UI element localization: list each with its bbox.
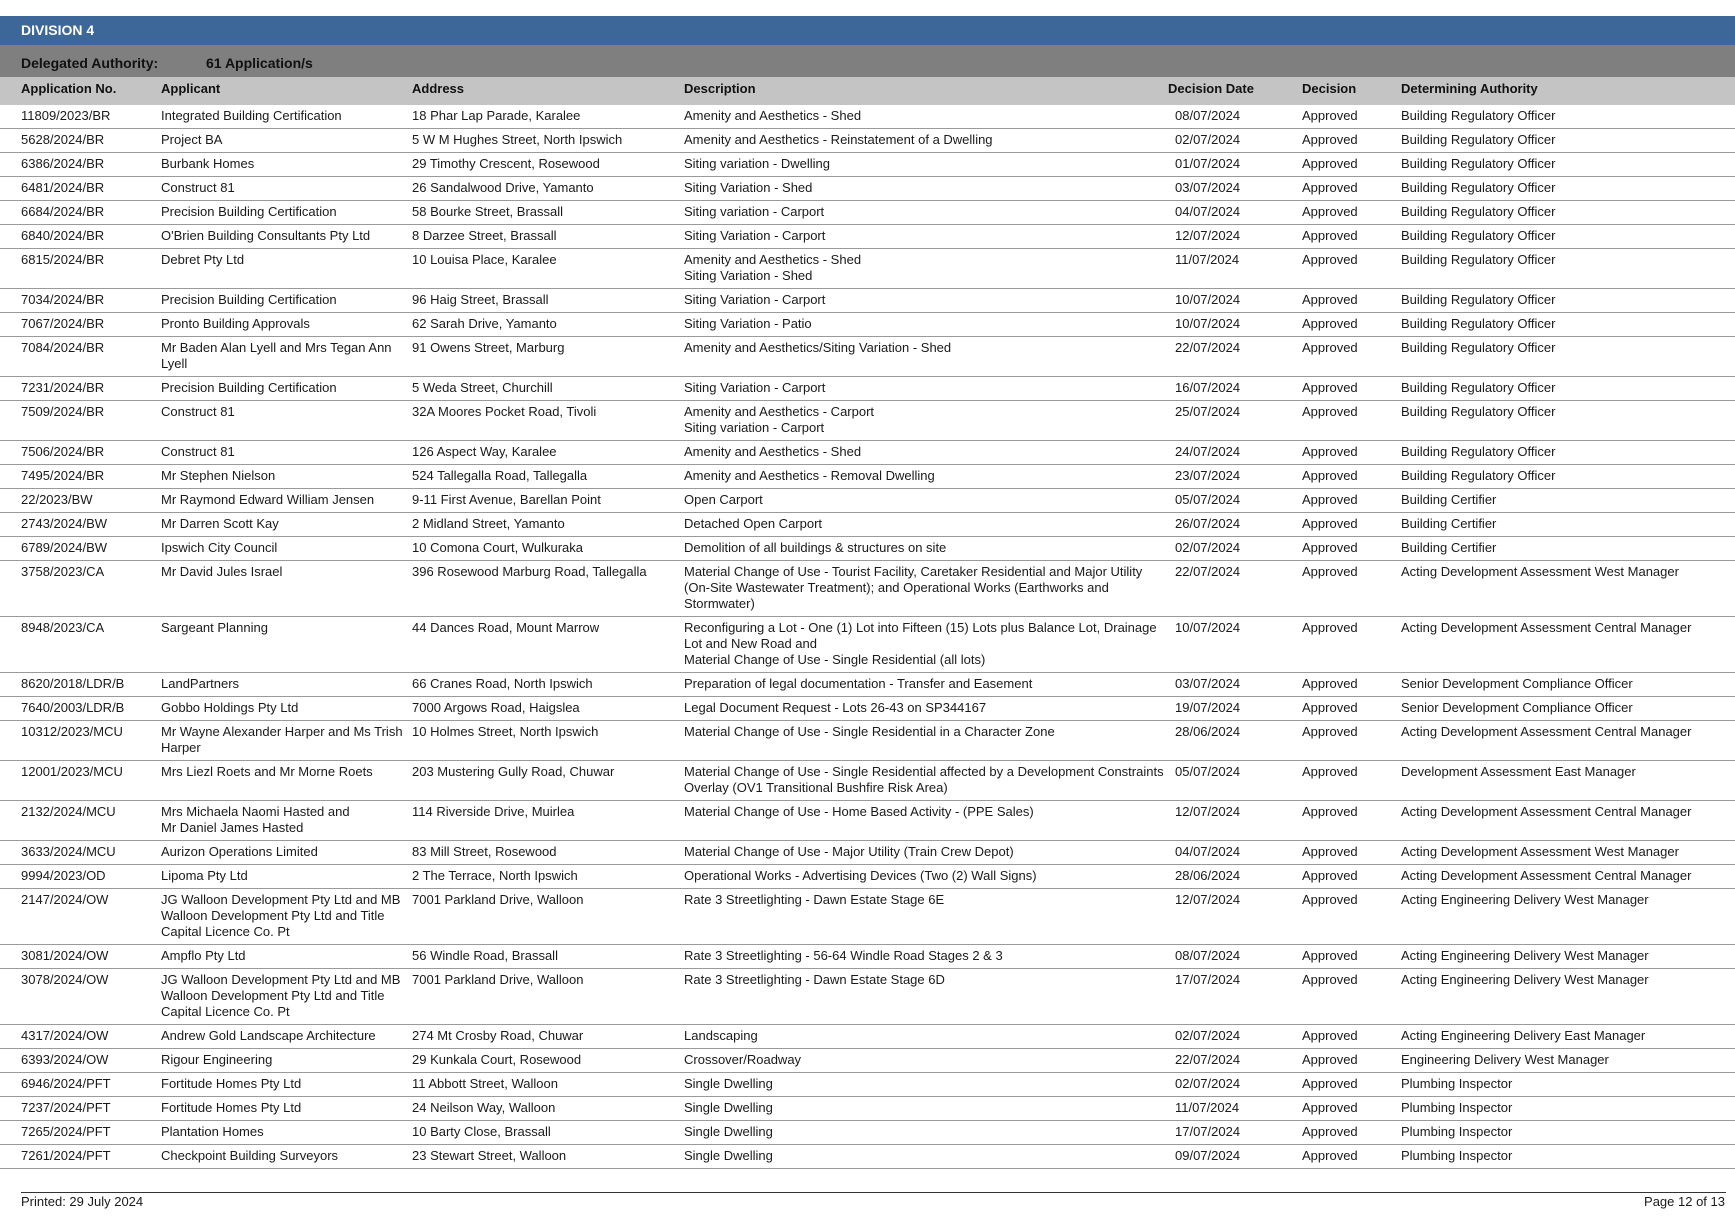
cell-decision-date: 28/06/2024 <box>1168 721 1302 761</box>
cell-address: 7001 Parkland Drive, Walloon <box>412 889 684 945</box>
cell-applicant: Ipswich City Council <box>161 537 412 561</box>
cell-address: 18 Phar Lap Parade, Karalee <box>412 105 684 129</box>
cell-decision: Approved <box>1302 697 1401 721</box>
table-row <box>0 465 1735 489</box>
table-row <box>0 289 1735 313</box>
cell-determining-authority: Plumbing Inspector <box>1401 1097 1735 1121</box>
cell-decision-date: 16/07/2024 <box>1168 377 1302 401</box>
cell-application-no: 11809/2023/BR <box>0 105 161 129</box>
table-row <box>0 401 1735 441</box>
cell-applicant: Aurizon Operations Limited <box>161 841 412 865</box>
cell-determining-authority: Building Regulatory Officer <box>1401 401 1735 441</box>
cell-address: 9-11 First Avenue, Barellan Point <box>412 489 684 513</box>
cell-description: Crossover/Roadway <box>684 1049 1168 1073</box>
cell-applicant: Construct 81 <box>161 441 412 465</box>
table-row <box>0 489 1735 513</box>
cell-decision: Approved <box>1302 761 1401 801</box>
cell-determining-authority: Acting Engineering Delivery West Manager <box>1401 889 1735 945</box>
cell-applicant: JG Walloon Development Pty Ltd and MB Walloon Development Pty Ltd and Title Capital Licence Co. Pt <box>161 969 412 1025</box>
cell-applicant: Mr Raymond Edward William Jensen <box>161 489 412 513</box>
cell-decision: Approved <box>1302 177 1401 201</box>
cell-application-no: 2132/2024/MCU <box>0 801 161 841</box>
cell-description: Rate 3 Streetlighting - Dawn Estate Stage 6E <box>684 889 1168 945</box>
cell-application-no: 8948/2023/CA <box>0 617 161 673</box>
col-header-address: Address <box>412 77 684 105</box>
cell-description: Siting Variation - Patio <box>684 313 1168 337</box>
cell-decision-date: 22/07/2024 <box>1168 337 1302 377</box>
cell-determining-authority: Building Regulatory Officer <box>1401 201 1735 225</box>
cell-determining-authority: Acting Engineering Delivery West Manager <box>1401 969 1735 1025</box>
cell-description: Material Change of Use - Single Residential in a Character Zone <box>684 721 1168 761</box>
cell-decision-date: 12/07/2024 <box>1168 225 1302 249</box>
cell-decision: Approved <box>1302 865 1401 889</box>
page-number: Page 12 of 13 <box>1644 1194 1725 1209</box>
cell-description: Siting Variation - Carport <box>684 289 1168 313</box>
footer-divider <box>21 1192 1726 1193</box>
cell-application-no: 6946/2024/PFT <box>0 1073 161 1097</box>
cell-application-no: 2147/2024/OW <box>0 889 161 945</box>
table-row <box>0 377 1735 401</box>
cell-address: 7001 Parkland Drive, Walloon <box>412 969 684 1025</box>
cell-determining-authority: Building Regulatory Officer <box>1401 153 1735 177</box>
cell-application-no: 6393/2024/OW <box>0 1049 161 1073</box>
cell-decision-date: 22/07/2024 <box>1168 561 1302 617</box>
table-row <box>0 249 1735 289</box>
cell-address: 56 Windle Road, Brassall <box>412 945 684 969</box>
table-row <box>0 1097 1735 1121</box>
cell-applicant: O'Brien Building Consultants Pty Ltd <box>161 225 412 249</box>
cell-application-no: 7237/2024/PFT <box>0 1097 161 1121</box>
cell-application-no: 6815/2024/BR <box>0 249 161 289</box>
cell-determining-authority: Acting Development Assessment Central Manager <box>1401 865 1735 889</box>
cell-application-no: 22/2023/BW <box>0 489 161 513</box>
cell-determining-authority: Building Regulatory Officer <box>1401 289 1735 313</box>
cell-description: Legal Document Request - Lots 26-43 on SP344167 <box>684 697 1168 721</box>
application-count: 61 Application/s <box>206 55 313 71</box>
cell-description: Material Change of Use - Single Residential affected by a Development Constraints Overlay (OV1 Transitional Bushfire Risk Area) <box>684 761 1168 801</box>
cell-address: 5 W M Hughes Street, North Ipswich <box>412 129 684 153</box>
cell-decision: Approved <box>1302 841 1401 865</box>
cell-applicant: Burbank Homes <box>161 153 412 177</box>
table-row <box>0 1073 1735 1097</box>
cell-applicant: Sargeant Planning <box>161 617 412 673</box>
cell-description: Siting variation - Dwelling <box>684 153 1168 177</box>
table-header-row <box>0 77 1735 105</box>
cell-description: Siting Variation - Carport <box>684 377 1168 401</box>
cell-application-no: 12001/2023/MCU <box>0 761 161 801</box>
cell-decision: Approved <box>1302 1049 1401 1073</box>
cell-determining-authority: Plumbing Inspector <box>1401 1145 1735 1169</box>
cell-applicant: Gobbo Holdings Pty Ltd <box>161 697 412 721</box>
cell-decision: Approved <box>1302 465 1401 489</box>
cell-address: 524 Tallegalla Road, Tallegalla <box>412 465 684 489</box>
cell-determining-authority: Building Regulatory Officer <box>1401 465 1735 489</box>
table-row <box>0 841 1735 865</box>
cell-determining-authority: Building Certifier <box>1401 513 1735 537</box>
cell-applicant: Mr Wayne Alexander Harper and Ms Trish Harper <box>161 721 412 761</box>
table-row <box>0 337 1735 377</box>
cell-determining-authority: Building Regulatory Officer <box>1401 313 1735 337</box>
cell-application-no: 6684/2024/BR <box>0 201 161 225</box>
table-row <box>0 561 1735 617</box>
cell-application-no: 7509/2024/BR <box>0 401 161 441</box>
cell-address: 44 Dances Road, Mount Marrow <box>412 617 684 673</box>
cell-decision: Approved <box>1302 201 1401 225</box>
table-row <box>0 1049 1735 1073</box>
cell-decision-date: 17/07/2024 <box>1168 1121 1302 1145</box>
table-row <box>0 441 1735 465</box>
cell-applicant: JG Walloon Development Pty Ltd and MB Walloon Development Pty Ltd and Title Capital Licence Co. Pt <box>161 889 412 945</box>
cell-decision: Approved <box>1302 617 1401 673</box>
cell-address: 91 Owens Street, Marburg <box>412 337 684 377</box>
cell-decision-date: 12/07/2024 <box>1168 801 1302 841</box>
cell-applicant: Debret Pty Ltd <box>161 249 412 289</box>
cell-application-no: 3633/2024/MCU <box>0 841 161 865</box>
cell-application-no: 3078/2024/OW <box>0 969 161 1025</box>
cell-determining-authority: Building Regulatory Officer <box>1401 249 1735 289</box>
cell-address: 32A Moores Pocket Road, Tivoli <box>412 401 684 441</box>
cell-determining-authority: Building Regulatory Officer <box>1401 337 1735 377</box>
cell-determining-authority: Acting Development Assessment West Manager <box>1401 841 1735 865</box>
cell-decision: Approved <box>1302 153 1401 177</box>
cell-description: Rate 3 Streetlighting - 56-64 Windle Road Stages 2 & 3 <box>684 945 1168 969</box>
cell-description: Material Change of Use - Major Utility (Train Crew Depot) <box>684 841 1168 865</box>
cell-applicant: Lipoma Pty Ltd <box>161 865 412 889</box>
cell-decision: Approved <box>1302 537 1401 561</box>
cell-address: 10 Barty Close, Brassall <box>412 1121 684 1145</box>
cell-address: 2 Midland Street, Yamanto <box>412 513 684 537</box>
cell-decision-date: 28/06/2024 <box>1168 865 1302 889</box>
cell-determining-authority: Acting Development Assessment West Manager <box>1401 561 1735 617</box>
cell-decision: Approved <box>1302 337 1401 377</box>
cell-address: 62 Sarah Drive, Yamanto <box>412 313 684 337</box>
cell-applicant: Precision Building Certification <box>161 201 412 225</box>
table-row <box>0 153 1735 177</box>
cell-description: Operational Works - Advertising Devices (Two (2) Wall Signs) <box>684 865 1168 889</box>
cell-applicant: Construct 81 <box>161 401 412 441</box>
cell-application-no: 2743/2024/BW <box>0 513 161 537</box>
table-row <box>0 1121 1735 1145</box>
table-row <box>0 537 1735 561</box>
cell-decision-date: 08/07/2024 <box>1168 105 1302 129</box>
cell-determining-authority: Acting Engineering Delivery West Manager <box>1401 945 1735 969</box>
cell-address: 10 Holmes Street, North Ipswich <box>412 721 684 761</box>
table-body <box>0 105 1735 1169</box>
cell-applicant: Mr David Jules Israel <box>161 561 412 617</box>
cell-decision-date: 09/07/2024 <box>1168 1145 1302 1169</box>
cell-decision-date: 11/07/2024 <box>1168 1097 1302 1121</box>
cell-decision: Approved <box>1302 889 1401 945</box>
cell-description: Single Dwelling <box>684 1097 1168 1121</box>
cell-description: Amenity and Aesthetics - Carport Siting variation - Carport <box>684 401 1168 441</box>
cell-determining-authority: Building Certifier <box>1401 489 1735 513</box>
cell-decision-date: 02/07/2024 <box>1168 537 1302 561</box>
cell-determining-authority: Building Certifier <box>1401 537 1735 561</box>
cell-applicant: Construct 81 <box>161 177 412 201</box>
cell-application-no: 6481/2024/BR <box>0 177 161 201</box>
cell-description: Single Dwelling <box>684 1145 1168 1169</box>
cell-address: 126 Aspect Way, Karalee <box>412 441 684 465</box>
col-header-decision-date: Decision Date <box>1168 77 1302 105</box>
cell-address: 29 Kunkala Court, Rosewood <box>412 1049 684 1073</box>
printed-date: Printed: 29 July 2024 <box>21 1194 144 1209</box>
cell-determining-authority: Acting Engineering Delivery East Manager <box>1401 1025 1735 1049</box>
cell-description: Preparation of legal documentation - Transfer and Easement <box>684 673 1168 697</box>
cell-description: Detached Open Carport <box>684 513 1168 537</box>
cell-application-no: 6386/2024/BR <box>0 153 161 177</box>
cell-decision-date: 02/07/2024 <box>1168 1025 1302 1049</box>
cell-decision: Approved <box>1302 969 1401 1025</box>
cell-applicant: Mr Baden Alan Lyell and Mrs Tegan Ann Lyell <box>161 337 412 377</box>
table-row <box>0 1145 1735 1169</box>
cell-decision: Approved <box>1302 1097 1401 1121</box>
cell-applicant: Project BA <box>161 129 412 153</box>
cell-decision-date: 08/07/2024 <box>1168 945 1302 969</box>
cell-applicant: Pronto Building Approvals <box>161 313 412 337</box>
applications-table <box>0 77 1735 1169</box>
cell-applicant: Integrated Building Certification <box>161 105 412 129</box>
cell-description: Amenity and Aesthetics - Reinstatement of a Dwelling <box>684 129 1168 153</box>
cell-determining-authority: Acting Development Assessment Central Manager <box>1401 721 1735 761</box>
cell-application-no: 7640/2003/LDR/B <box>0 697 161 721</box>
cell-applicant: Precision Building Certification <box>161 289 412 313</box>
cell-decision: Approved <box>1302 1025 1401 1049</box>
cell-address: 58 Bourke Street, Brassall <box>412 201 684 225</box>
cell-description: Reconfiguring a Lot - One (1) Lot into Fifteen (15) Lots plus Balance Lot, Drainage Lot and New Road and Material Change of Use - Single Residential (all lots) <box>684 617 1168 673</box>
col-header-determining-authority: Determining Authority <box>1401 77 1735 105</box>
cell-decision: Approved <box>1302 1121 1401 1145</box>
cell-application-no: 5628/2024/BR <box>0 129 161 153</box>
cell-address: 8 Darzee Street, Brassall <box>412 225 684 249</box>
cell-applicant: Mr Darren Scott Kay <box>161 513 412 537</box>
table-row <box>0 865 1735 889</box>
cell-address: 2 The Terrace, North Ipswich <box>412 865 684 889</box>
cell-decision: Approved <box>1302 489 1401 513</box>
table-row <box>0 945 1735 969</box>
cell-applicant: Andrew Gold Landscape Architecture <box>161 1025 412 1049</box>
table-row <box>0 721 1735 761</box>
cell-decision-date: 26/07/2024 <box>1168 513 1302 537</box>
cell-decision-date: 22/07/2024 <box>1168 1049 1302 1073</box>
authority-bar <box>0 45 1735 77</box>
cell-applicant: Precision Building Certification <box>161 377 412 401</box>
cell-application-no: 9994/2023/OD <box>0 865 161 889</box>
cell-decision-date: 04/07/2024 <box>1168 841 1302 865</box>
cell-applicant: Plantation Homes <box>161 1121 412 1145</box>
col-header-applicant: Applicant <box>161 77 412 105</box>
cell-application-no: 3081/2024/OW <box>0 945 161 969</box>
cell-address: 23 Stewart Street, Walloon <box>412 1145 684 1169</box>
cell-decision-date: 19/07/2024 <box>1168 697 1302 721</box>
cell-decision-date: 17/07/2024 <box>1168 969 1302 1025</box>
cell-application-no: 3758/2023/CA <box>0 561 161 617</box>
division-banner <box>0 16 1735 45</box>
cell-address: 274 Mt Crosby Road, Chuwar <box>412 1025 684 1049</box>
table-row <box>0 313 1735 337</box>
cell-determining-authority: Plumbing Inspector <box>1401 1121 1735 1145</box>
col-header-application-no: Application No. <box>0 77 161 105</box>
cell-application-no: 7261/2024/PFT <box>0 1145 161 1169</box>
cell-decision: Approved <box>1302 441 1401 465</box>
cell-description: Single Dwelling <box>684 1121 1168 1145</box>
cell-description: Landscaping <box>684 1025 1168 1049</box>
cell-decision: Approved <box>1302 313 1401 337</box>
cell-application-no: 10312/2023/MCU <box>0 721 161 761</box>
authority-label: Delegated Authority: <box>21 55 159 71</box>
cell-decision: Approved <box>1302 289 1401 313</box>
cell-description: Rate 3 Streetlighting - Dawn Estate Stage 6D <box>684 969 1168 1025</box>
cell-application-no: 7265/2024/PFT <box>0 1121 161 1145</box>
cell-decision: Approved <box>1302 225 1401 249</box>
cell-address: 396 Rosewood Marburg Road, Tallegalla <box>412 561 684 617</box>
cell-application-no: 7034/2024/BR <box>0 289 161 313</box>
cell-description: Siting Variation - Carport <box>684 225 1168 249</box>
cell-applicant: Fortitude Homes Pty Ltd <box>161 1097 412 1121</box>
cell-decision-date: 04/07/2024 <box>1168 201 1302 225</box>
cell-decision-date: 03/07/2024 <box>1168 177 1302 201</box>
cell-determining-authority: Development Assessment East Manager <box>1401 761 1735 801</box>
cell-decision: Approved <box>1302 721 1401 761</box>
table-row <box>0 1025 1735 1049</box>
table-row <box>0 617 1735 673</box>
cell-address: 203 Mustering Gully Road, Chuwar <box>412 761 684 801</box>
cell-decision-date: 10/07/2024 <box>1168 617 1302 673</box>
cell-determining-authority: Acting Development Assessment Central Manager <box>1401 617 1735 673</box>
cell-address: 7000 Argows Road, Haigslea <box>412 697 684 721</box>
cell-address: 114 Riverside Drive, Muirlea <box>412 801 684 841</box>
cell-application-no: 8620/2018/LDR/B <box>0 673 161 697</box>
cell-description: Demolition of all buildings & structures on site <box>684 537 1168 561</box>
cell-decision-date: 05/07/2024 <box>1168 761 1302 801</box>
cell-address: 26 Sandalwood Drive, Yamanto <box>412 177 684 201</box>
cell-address: 29 Timothy Crescent, Rosewood <box>412 153 684 177</box>
cell-decision-date: 10/07/2024 <box>1168 289 1302 313</box>
cell-decision: Approved <box>1302 377 1401 401</box>
cell-decision: Approved <box>1302 249 1401 289</box>
table-row <box>0 801 1735 841</box>
cell-applicant: Mr Stephen Nielson <box>161 465 412 489</box>
table-row <box>0 673 1735 697</box>
table-row <box>0 177 1735 201</box>
cell-description: Siting Variation - Shed <box>684 177 1168 201</box>
cell-decision: Approved <box>1302 129 1401 153</box>
cell-applicant: Rigour Engineering <box>161 1049 412 1073</box>
cell-decision: Approved <box>1302 513 1401 537</box>
cell-applicant: Ampflo Pty Ltd <box>161 945 412 969</box>
cell-description: Open Carport <box>684 489 1168 513</box>
cell-decision: Approved <box>1302 1145 1401 1169</box>
cell-address: 96 Haig Street, Brassall <box>412 289 684 313</box>
cell-decision-date: 01/07/2024 <box>1168 153 1302 177</box>
cell-decision: Approved <box>1302 945 1401 969</box>
cell-application-no: 7231/2024/BR <box>0 377 161 401</box>
cell-address: 24 Neilson Way, Walloon <box>412 1097 684 1121</box>
cell-address: 5 Weda Street, Churchill <box>412 377 684 401</box>
cell-address: 83 Mill Street, Rosewood <box>412 841 684 865</box>
cell-decision-date: 12/07/2024 <box>1168 889 1302 945</box>
cell-applicant: Mrs Michaela Naomi Hasted and Mr Daniel James Hasted <box>161 801 412 841</box>
cell-applicant: Checkpoint Building Surveyors <box>161 1145 412 1169</box>
cell-description: Material Change of Use - Home Based Activity - (PPE Sales) <box>684 801 1168 841</box>
cell-decision: Approved <box>1302 801 1401 841</box>
table-row <box>0 969 1735 1025</box>
cell-decision-date: 24/07/2024 <box>1168 441 1302 465</box>
cell-applicant: LandPartners <box>161 673 412 697</box>
table-row <box>0 697 1735 721</box>
col-header-decision: Decision <box>1302 77 1401 105</box>
cell-address: 10 Louisa Place, Karalee <box>412 249 684 289</box>
cell-decision-date: 25/07/2024 <box>1168 401 1302 441</box>
cell-address: 10 Comona Court, Wulkuraka <box>412 537 684 561</box>
division-title: DIVISION 4 <box>21 22 95 38</box>
cell-description: Amenity and Aesthetics/Siting Variation - Shed <box>684 337 1168 377</box>
cell-application-no: 6789/2024/BW <box>0 537 161 561</box>
cell-determining-authority: Building Regulatory Officer <box>1401 129 1735 153</box>
cell-application-no: 7495/2024/BR <box>0 465 161 489</box>
table-row <box>0 105 1735 129</box>
table-row <box>0 761 1735 801</box>
cell-description: Amenity and Aesthetics - Shed <box>684 441 1168 465</box>
cell-application-no: 7506/2024/BR <box>0 441 161 465</box>
cell-description: Single Dwelling <box>684 1073 1168 1097</box>
cell-determining-authority: Acting Development Assessment Central Manager <box>1401 801 1735 841</box>
cell-determining-authority: Senior Development Compliance Officer <box>1401 697 1735 721</box>
cell-decision: Approved <box>1302 1073 1401 1097</box>
table-row <box>0 513 1735 537</box>
cell-description: Siting variation - Carport <box>684 201 1168 225</box>
cell-application-no: 7067/2024/BR <box>0 313 161 337</box>
cell-application-no: 4317/2024/OW <box>0 1025 161 1049</box>
cell-determining-authority: Building Regulatory Officer <box>1401 177 1735 201</box>
cell-determining-authority: Building Regulatory Officer <box>1401 225 1735 249</box>
cell-decision: Approved <box>1302 673 1401 697</box>
cell-decision-date: 23/07/2024 <box>1168 465 1302 489</box>
cell-determining-authority: Building Regulatory Officer <box>1401 377 1735 401</box>
cell-determining-authority: Plumbing Inspector <box>1401 1073 1735 1097</box>
cell-decision-date: 10/07/2024 <box>1168 313 1302 337</box>
cell-decision-date: 03/07/2024 <box>1168 673 1302 697</box>
cell-description: Material Change of Use - Tourist Facility, Caretaker Residential and Major Utility (On-Site Wastewater Treatment); and Operational Works (Earthworks and Stormwater) <box>684 561 1168 617</box>
cell-description: Amenity and Aesthetics - Shed <box>684 105 1168 129</box>
cell-decision-date: 05/07/2024 <box>1168 489 1302 513</box>
cell-decision-date: 02/07/2024 <box>1168 1073 1302 1097</box>
cell-decision-date: 02/07/2024 <box>1168 129 1302 153</box>
cell-applicant: Fortitude Homes Pty Ltd <box>161 1073 412 1097</box>
cell-applicant: Mrs Liezl Roets and Mr Morne Roets <box>161 761 412 801</box>
cell-address: 11 Abbott Street, Walloon <box>412 1073 684 1097</box>
cell-decision: Approved <box>1302 105 1401 129</box>
table-row <box>0 201 1735 225</box>
cell-determining-authority: Building Regulatory Officer <box>1401 441 1735 465</box>
cell-application-no: 6840/2024/BR <box>0 225 161 249</box>
cell-description: Amenity and Aesthetics - Removal Dwelling <box>684 465 1168 489</box>
cell-decision-date: 11/07/2024 <box>1168 249 1302 289</box>
table-row <box>0 889 1735 945</box>
cell-decision: Approved <box>1302 401 1401 441</box>
cell-description: Amenity and Aesthetics - Shed Siting Variation - Shed <box>684 249 1168 289</box>
table-row <box>0 225 1735 249</box>
cell-determining-authority: Building Regulatory Officer <box>1401 105 1735 129</box>
cell-determining-authority: Engineering Delivery West Manager <box>1401 1049 1735 1073</box>
cell-decision: Approved <box>1302 561 1401 617</box>
cell-application-no: 7084/2024/BR <box>0 337 161 377</box>
table-row <box>0 129 1735 153</box>
cell-determining-authority: Senior Development Compliance Officer <box>1401 673 1735 697</box>
cell-address: 66 Cranes Road, North Ipswich <box>412 673 684 697</box>
col-header-description: Description <box>684 77 1168 105</box>
